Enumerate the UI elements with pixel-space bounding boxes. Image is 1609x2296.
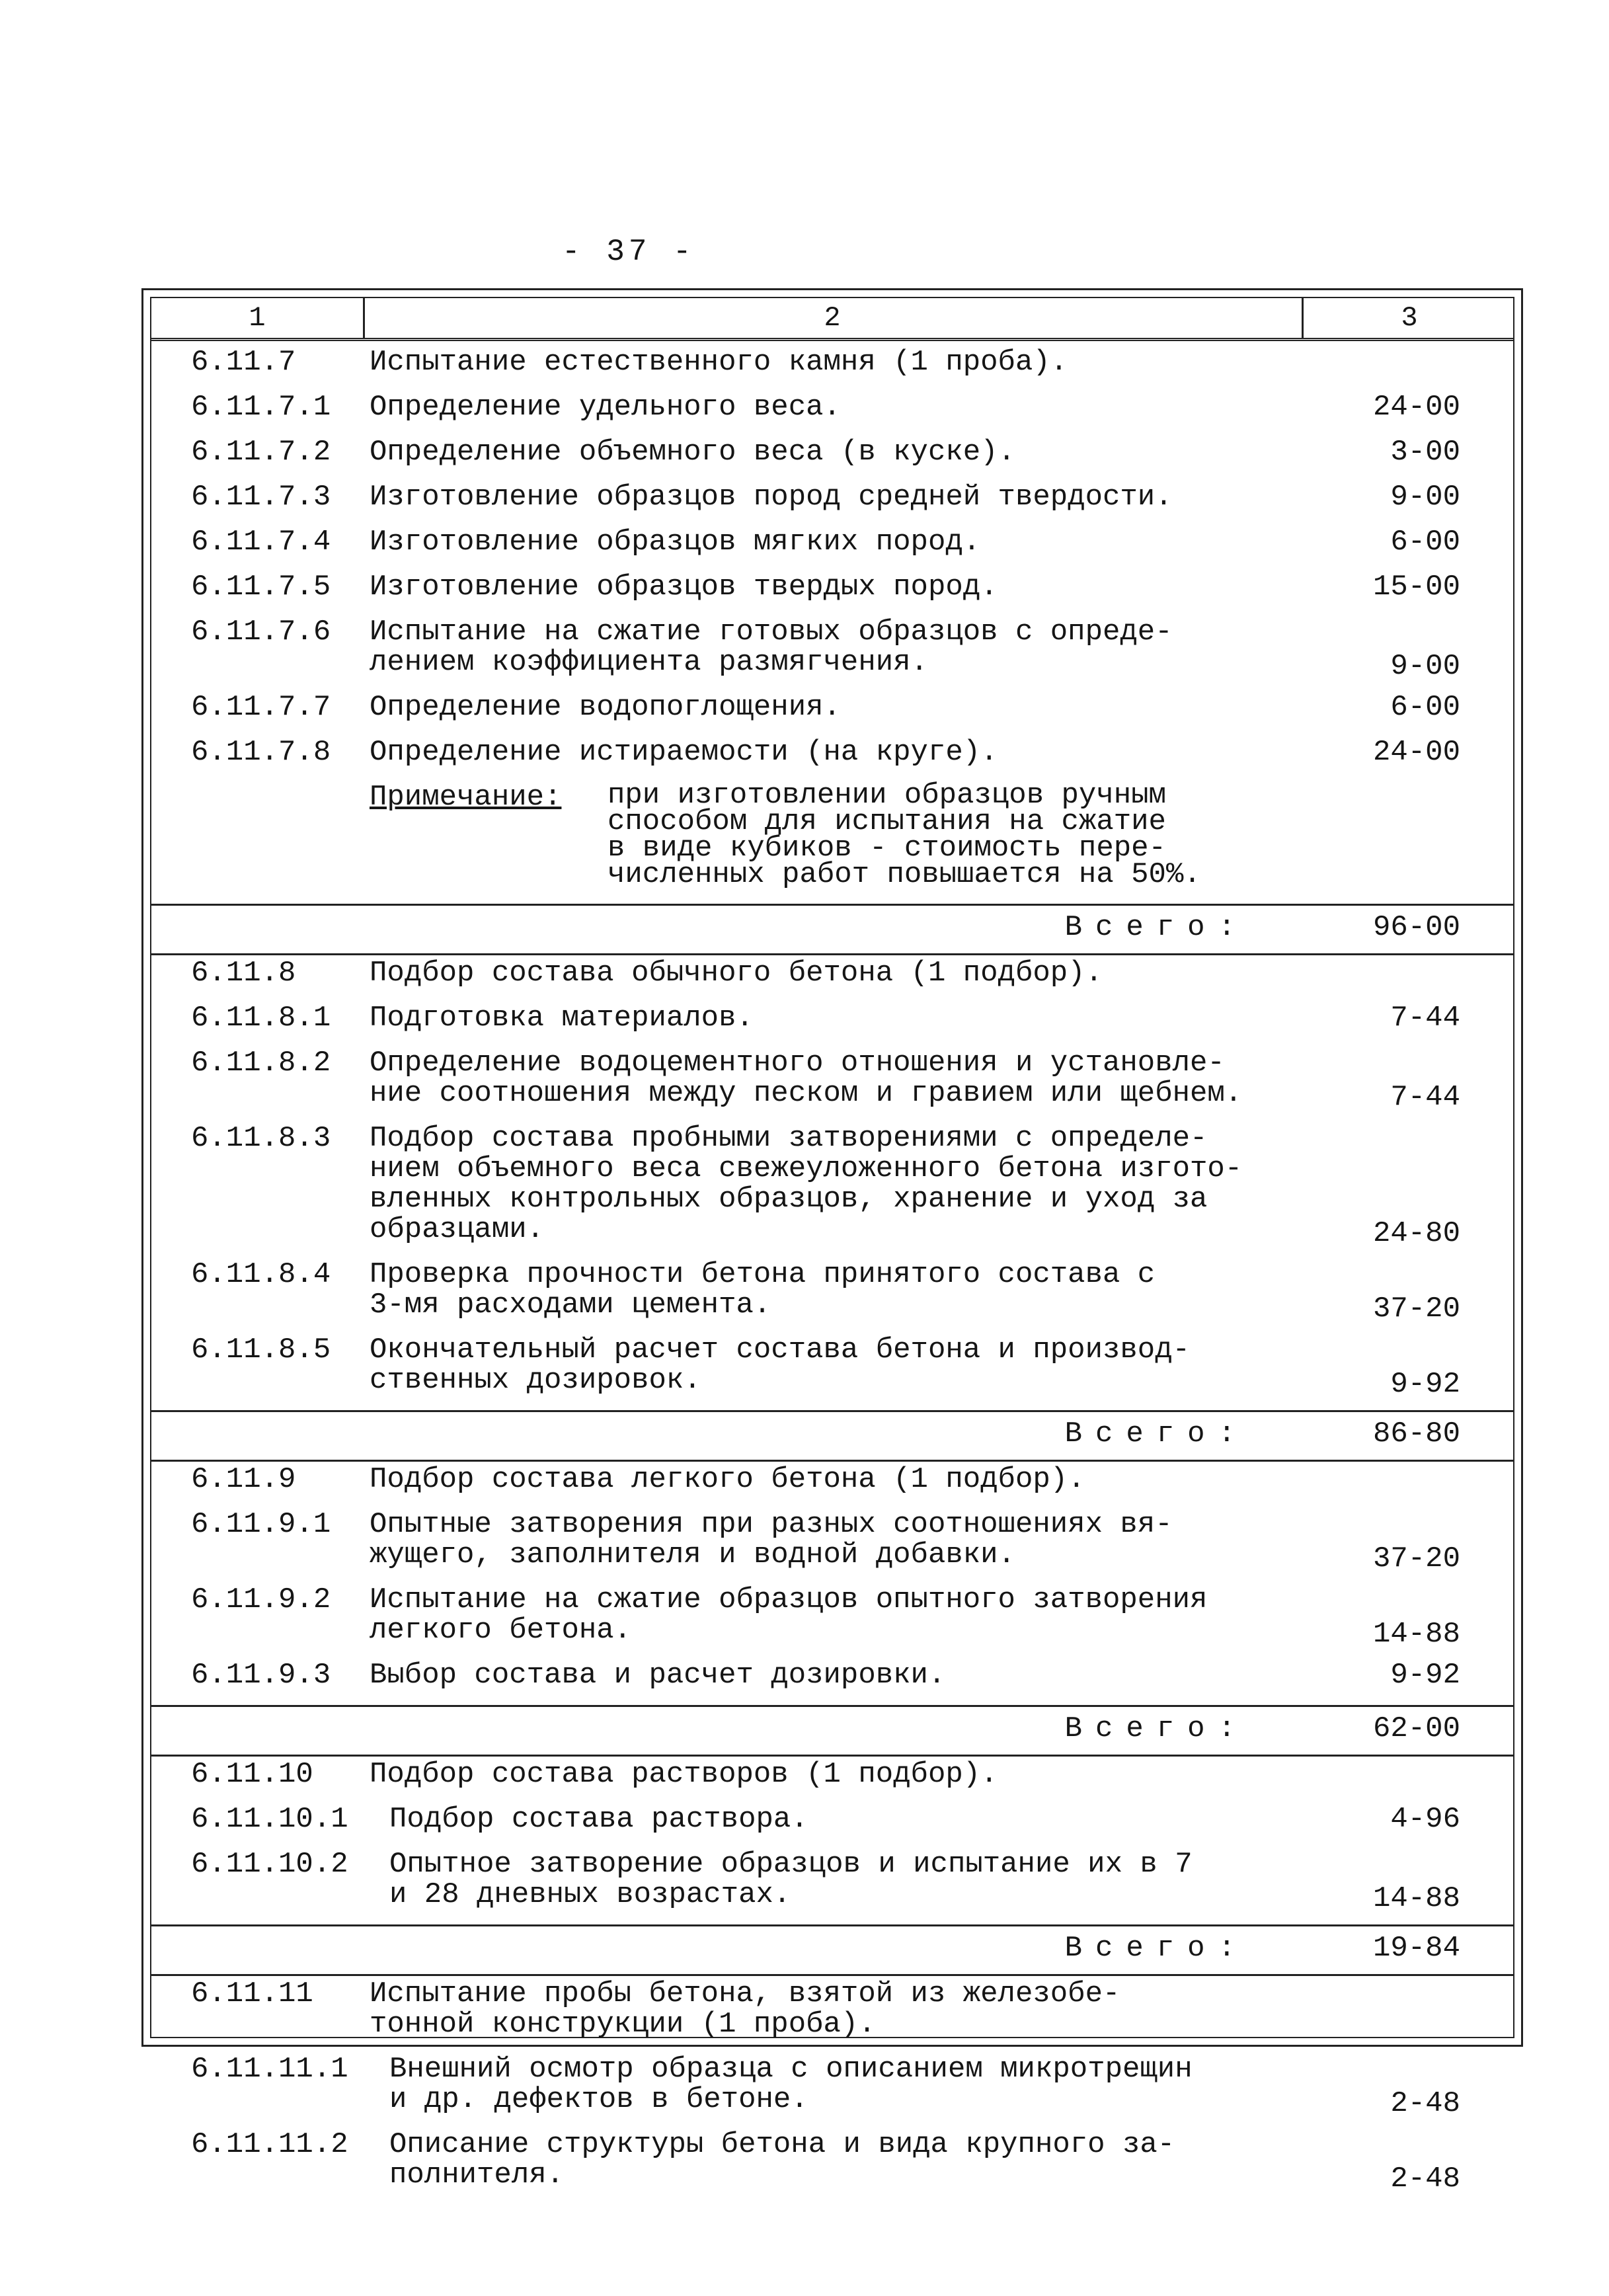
item-price: 6-00: [1390, 526, 1460, 559]
item-code: 6.11.8.3: [191, 1122, 331, 1155]
description-line: тонной конструкции (1 проба).: [370, 2008, 876, 2041]
item-price: 14-88: [1372, 1882, 1460, 1915]
item-description: [370, 437, 1015, 467]
description-line: и 28 дневных возрастах.: [389, 1878, 791, 1911]
item-price: 7-44: [1390, 1081, 1460, 1114]
item-code: 6.11.9.1: [191, 1508, 331, 1541]
total-value: 19-84: [1372, 1932, 1460, 1965]
page-number: - 37 -: [562, 235, 695, 269]
item-code: 6.11.7: [191, 346, 296, 379]
total-row: [151, 1705, 1513, 1757]
description-line: и др. дефектов в бетоне.: [389, 2083, 808, 2116]
table-frame: [141, 288, 1523, 2196]
item-price: 2-48: [1390, 2162, 1460, 2196]
item-code: 6.11.11.2: [191, 2128, 348, 2161]
total-row: [151, 1410, 1513, 1462]
total-label: Всего:: [1064, 1712, 1249, 1745]
description-line: Определение водоцементного отношения и установле-: [370, 1047, 1225, 1080]
item-price: 24-00: [1372, 736, 1460, 769]
table-row: [151, 1979, 1513, 2054]
description-line: Испытание естественного камня (1 проба).: [370, 346, 1068, 379]
item-price: 4-96: [1390, 1803, 1460, 1836]
description-line: полнителя.: [389, 2158, 565, 2192]
table-row: [151, 1003, 1513, 1048]
item-code: 6.11.7.1: [191, 391, 331, 424]
total-label: Всего:: [1064, 1417, 1249, 1450]
item-price: 9-92: [1390, 1659, 1460, 1692]
table-row: [151, 392, 1513, 437]
item-code: 6.11.7.3: [191, 481, 331, 514]
total-value: 86-80: [1372, 1417, 1460, 1450]
description-line: жущего, заполнителя и водной добавки.: [370, 1538, 1015, 1571]
description-line: Подбор состава обычного бетона (1 подбор).: [370, 957, 1103, 990]
total-row: [151, 1924, 1513, 1976]
item-price: 7-44: [1390, 1002, 1460, 1035]
item-description: [370, 572, 998, 602]
item-price: 14-88: [1372, 1618, 1460, 1651]
item-price: 3-00: [1390, 436, 1460, 469]
note-label: Примечание:: [370, 781, 562, 814]
description-line: Изготовление образцов пород средней твердости.: [370, 481, 1173, 514]
item-code: 6.11.11: [191, 1977, 313, 2010]
table-row: [151, 737, 1513, 782]
table-row: [151, 958, 1513, 1003]
description-line: Подбор состава растворов (1 подбор).: [370, 1758, 998, 1791]
note-row: [151, 779, 1513, 904]
item-code: 6.11.7.6: [191, 615, 331, 649]
table-row: [151, 527, 1513, 572]
description-line: Подбор состава пробными затворениями с определе-: [370, 1122, 1208, 1155]
description-line: Определение удельного веса.: [370, 391, 841, 424]
item-description: [370, 617, 1173, 678]
item-code: 6.11.9.2: [191, 1583, 331, 1616]
item-code: 6.11.8.5: [191, 1333, 331, 1366]
description-line: вленных контрольных образцов, хранение и уход за: [370, 1183, 1208, 1216]
description-line: Выбор состава и расчет дозировки.: [370, 1659, 946, 1692]
item-code: 6.11.7.7: [191, 691, 331, 724]
table-row: [151, 572, 1513, 617]
item-description: [370, 1759, 998, 1790]
total-label: Всего:: [1064, 911, 1249, 944]
item-code: 6.11.9: [191, 1463, 296, 1496]
description-line: Определение истираемости (на круге).: [370, 736, 998, 769]
item-description: [389, 2129, 1175, 2190]
total-row: [151, 904, 1513, 955]
item-price: 15-00: [1372, 571, 1460, 604]
description-line: нием объемного веса свежеуложенного бетона изгото-: [370, 1152, 1243, 1185]
description-line: образцами.: [370, 1213, 545, 1246]
header-col-2: 2: [824, 302, 841, 334]
description-line: Подбор состава легкого бетона (1 подбор).: [370, 1463, 1085, 1496]
note-line: способом для испытания на сжатие: [608, 805, 1166, 838]
item-price: 2-48: [1390, 2087, 1460, 2120]
note-line: при изготовлении образцов ручным: [608, 779, 1166, 812]
table-row: [151, 692, 1513, 737]
total-value: 96-00: [1372, 911, 1460, 944]
item-description: [370, 1585, 1207, 1645]
item-description: [370, 1259, 1155, 1320]
table-row: [151, 347, 1513, 392]
description-line: Определение водопоглощения.: [370, 691, 841, 724]
table-row: [151, 1123, 1513, 1259]
item-description: [370, 527, 980, 557]
item-price: 9-00: [1390, 650, 1460, 683]
description-line: Опытное затворение образцов и испытание их в 7: [389, 1848, 1193, 1881]
table-row: [151, 1259, 1513, 1335]
note-line: в виде кубиков - стоимость пере-: [608, 832, 1166, 865]
item-description: [370, 1123, 1242, 1245]
item-description: [370, 1003, 754, 1033]
item-description: [370, 692, 841, 723]
item-description: [370, 1335, 1190, 1396]
description-line: Подбор состава раствора.: [389, 1803, 808, 1836]
item-code: 6.11.8.2: [191, 1047, 331, 1080]
note-text: [608, 779, 1201, 891]
item-description: [389, 1804, 808, 1835]
description-line: Подготовка материалов.: [370, 1002, 754, 1035]
description-line: лением коэффициента размягчения.: [370, 646, 928, 679]
item-description: [370, 392, 841, 422]
item-price: 9-00: [1390, 481, 1460, 514]
item-code: 6.11.10.1: [191, 1803, 348, 1836]
description-line: ние соотношения между песком и гравием или щебнем.: [370, 1077, 1243, 1110]
description-line: легкого бетона.: [370, 1614, 632, 1647]
description-line: Испытание на сжатие образцов опытного затворения: [370, 1583, 1208, 1616]
description-line: Опытные затворения при разных соотношениях вя-: [370, 1508, 1173, 1541]
item-code: 6.11.7.4: [191, 526, 331, 559]
description-line: Изготовление образцов твердых пород.: [370, 571, 998, 604]
table-row: [151, 1585, 1513, 1660]
description-line: ственных дозировок.: [370, 1364, 701, 1397]
total-value: 62-00: [1372, 1712, 1460, 1745]
table-row: [151, 2054, 1513, 2129]
note-line: численных работ повышается на 50%.: [608, 858, 1201, 891]
item-price: 37-20: [1372, 1292, 1460, 1326]
header-col-3: 3: [1401, 302, 1418, 334]
table-row: [151, 1048, 1513, 1123]
table-header: [151, 298, 1513, 341]
item-code: 6.11.7.2: [191, 436, 331, 469]
item-code: 6.11.10.2: [191, 1848, 348, 1881]
item-description: [370, 347, 1068, 377]
table-row: [151, 1849, 1513, 1924]
table-row: [151, 482, 1513, 527]
item-price: 24-80: [1372, 1217, 1460, 1250]
item-price: 6-00: [1390, 691, 1460, 724]
item-code: 6.11.9.3: [191, 1659, 331, 1692]
header-col-1: 1: [249, 302, 266, 334]
table-row: [151, 1660, 1513, 1705]
description-line: Внешний осмотр образца с описанием микротрещин: [389, 2053, 1193, 2086]
item-price: 9-92: [1390, 1368, 1460, 1401]
item-code: 6.11.8.1: [191, 1002, 331, 1035]
item-code: 6.11.7.5: [191, 571, 331, 604]
description-line: Определение объемного веса (в куске).: [370, 436, 1015, 469]
description-line: Испытание пробы бетона, взятой из железобе-: [370, 1977, 1120, 2010]
total-label: Всего:: [1064, 1932, 1249, 1965]
item-description: [370, 482, 1173, 512]
table-row: [151, 1335, 1513, 1410]
table-row: [151, 1804, 1513, 1849]
description-line: Испытание на сжатие готовых образцов с опреде-: [370, 615, 1173, 649]
table-row: [151, 1759, 1513, 1804]
table-row: [151, 617, 1513, 692]
item-price: 24-00: [1372, 391, 1460, 424]
description-line: Изготовление образцов мягких пород.: [370, 526, 981, 559]
item-price: 37-20: [1372, 1542, 1460, 1575]
table: [150, 297, 1514, 2196]
item-description: [389, 2054, 1193, 2115]
item-description: [370, 1660, 945, 1690]
table-row: [151, 437, 1513, 482]
description-line: Окончательный расчет состава бетона и производ-: [370, 1333, 1191, 1366]
table-row: [151, 2129, 1513, 2205]
table-row: [151, 1509, 1513, 1585]
table-row: [151, 1464, 1513, 1509]
item-code: 6.11.7.8: [191, 736, 331, 769]
item-code: 6.11.11.1: [191, 2053, 348, 2086]
item-description: [370, 1464, 1085, 1495]
item-description: [370, 1979, 1120, 2039]
description-line: 3-мя расходами цемента.: [370, 1288, 771, 1322]
description-line: Проверка прочности бетона принятого состава с: [370, 1258, 1156, 1291]
table-body: [151, 347, 1513, 2205]
item-code: 6.11.8: [191, 957, 296, 990]
item-description: [389, 1849, 1193, 1910]
item-description: [370, 1048, 1242, 1109]
description-line: Описание структуры бетона и вида крупного за-: [389, 2128, 1175, 2161]
item-code: 6.11.8.4: [191, 1258, 331, 1291]
item-description: [370, 737, 998, 768]
item-code: 6.11.10: [191, 1758, 313, 1791]
item-description: [370, 1509, 1173, 1570]
item-description: [370, 958, 1103, 988]
